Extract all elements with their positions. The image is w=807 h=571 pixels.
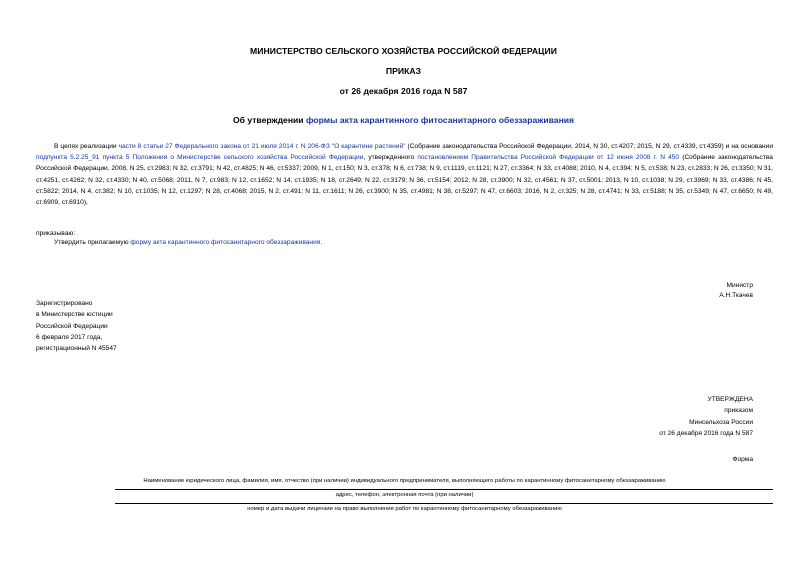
approval-line: УТВЕРЖДЕНА (707, 396, 753, 403)
preamble-text-4: (Собрание законодательства Российской Федерации, 2008, N 25, ст.2983; N 32, ст.3791; N 42, ст.4825; N 46, ст.5337; 2009, N 1, ст.150; N 3, ст.378; N 6, ст.738; N 9, ст.1119, ст.1121; N 27, ст.3364; N 33, ст.4088; 2010, N 4, ст.394; N 5, ст.538; N 23, ст.2833; N 26, ст.3350; N 31, ст.4251, ст.4262; N 32, ст.4330; N 40, ст.5068; 2011, N 7, ст.983; N 12, ст.1652; N 14, ст.1935; N 18, ст.2649; N 22, ст.3179; N 36, ст.5154; 2012, N 28, ст.3900; N 32, ст.4561; N 37, ст.5001; 2013, N 10, ст.1038; N 29, ст.3969; N 33, ст.4386; N 45, ст.5822; 2014, N 4, ст.382; N 10, ст.1035; N 12, ст.1297; N 28, ст.4068; 2015, N 2, ст.491; N 11, ст.1611; N 26, ст.3900; N 35, ст.4981; N 38, ст.5297; N 47, ст.6603; 2016, N 2, ст.325; N 28, ст.4741; N 33, ст.5188; N 35, ст.5349; N 47, ст.6650; N 49, ст.6909, ст.6910), (36, 154, 773, 207)
registration-block (36, 298, 117, 354)
approval-block (659, 394, 753, 439)
document-title (0, 115, 807, 125)
order-text-1: Утвердить прилагаемую (54, 239, 131, 246)
registration-line: регистрационный N 45547 (36, 345, 117, 353)
form-field-line-address (115, 489, 773, 490)
approval-line: Минсельхоза России (689, 418, 753, 426)
signature-name: А.Н.Ткачев (719, 292, 753, 299)
government-decree-link[interactable]: постановлением Правительства Российской Федерации от 12 июня 2008 г. N 450 (417, 154, 680, 162)
title-form-link[interactable]: формы акта карантинного фитосанитарного обеззараживания (305, 115, 575, 125)
order-text-2: . (320, 239, 323, 246)
order-word: приказываю: (36, 230, 76, 237)
registration-line: 6 февраля 2017 года, (36, 333, 103, 341)
preamble-paragraph (36, 141, 773, 208)
preamble-text-2: (Собрание законодательства Российской Федерации, 2014, N 30, ст.4207; 2015, N 29, ст.4339, ст.4359) и на основании (405, 143, 774, 150)
doc-type-heading: ПРИКАЗ (385, 66, 422, 76)
signature-position: Министр (726, 282, 753, 289)
preamble-text-1: В целях реализации (54, 143, 119, 150)
form-label: Форма (732, 456, 753, 463)
date-number-heading: от 26 декабря 2016 года N 587 (339, 86, 468, 96)
registration-line: Зарегистрировано (36, 300, 93, 307)
preamble-text-3: , утвержденного (363, 154, 418, 162)
form-caption-address: адрес, телефон, электронная почта (при наличии) (335, 492, 474, 498)
federal-law-link[interactable]: части 8 статьи 27 Федерального закона от 21 июля 2014 г. N 206-ФЗ "О карантине растений" (118, 143, 406, 150)
approval-line: приказом (724, 407, 753, 415)
ministry-heading: МИНИСТЕРСТВО СЕЛЬСКОГО ХОЗЯЙСТВА РОССИЙСКОЙ ФЕДЕРАЦИИ (250, 46, 557, 56)
form-caption-organization: Наименование юридического лица, фамилия, имя, отчество (при наличии) индивидуального предпринимателя, выполняющего работы по карантинному фитосанитарному обеззараживанию (143, 478, 666, 484)
approval-line: от 26 декабря 2016 года N 587 (659, 429, 753, 437)
registration-line: Российской Федерации (36, 322, 108, 330)
form-caption-license: номер и дата выдачи лицензии на право выполнения работ по карантинному фитосанитарному обеззараживанию (247, 506, 562, 512)
order-form-link[interactable]: форму акта карантинного фитосанитарного обеззараживания (130, 239, 321, 246)
order-statement (54, 237, 322, 248)
regulation-subclause-link[interactable]: подпункта 5.2.25_91 пункта 5 Положения о Министерстве сельского хозяйства Российской Федерации (36, 154, 364, 162)
title-prefix: Об утверждении (232, 115, 306, 125)
form-field-line-license (115, 503, 773, 504)
registration-line: в Министерстве юстиции (36, 311, 113, 319)
